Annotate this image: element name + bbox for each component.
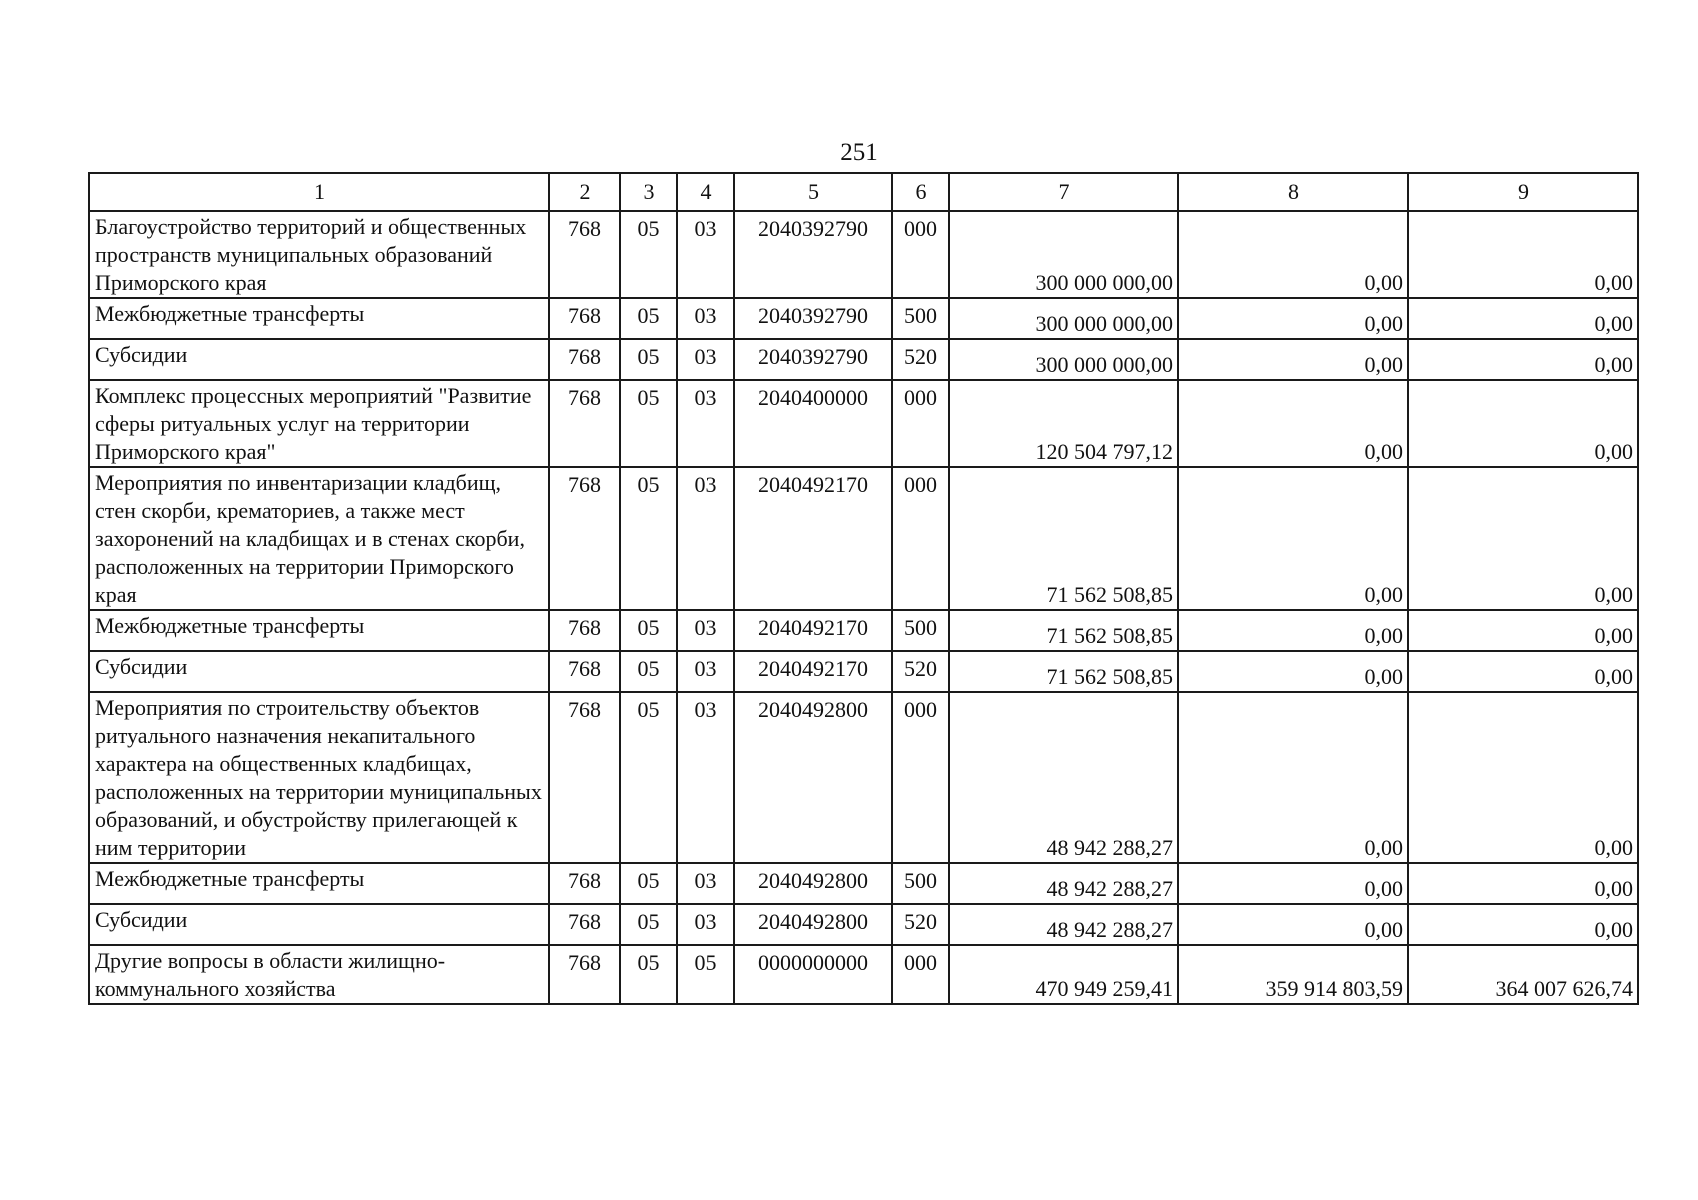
amount-col9: 0,00 [1408,651,1638,692]
amount-col8: 0,00 [1178,380,1408,467]
row-name: Мероприятия по строительству объектов ритуального назначения некапитального характера на общественных кладбищах, расположенных на территории муниципальных образований, и обустройству прилегающей к ним территории [89,692,549,863]
table-row [89,610,1638,651]
target-article-code: 2040392790 [734,339,892,380]
amount-col9: 0,00 [1408,904,1638,945]
section-code: 05 [620,339,677,380]
amount-col8: 359 914 803,59 [1178,945,1408,1004]
amount-col8: 0,00 [1178,211,1408,298]
subsection-code: 03 [677,610,734,651]
table-row [89,380,1638,467]
ministry-code: 768 [549,380,620,467]
amount-col7: 48 942 288,27 [949,863,1178,904]
table-row [89,945,1638,1004]
amount-col9: 0,00 [1408,863,1638,904]
ministry-code: 768 [549,651,620,692]
table-row [89,467,1638,610]
amount-col7: 71 562 508,85 [949,467,1178,610]
table-row [89,339,1638,380]
table-row [89,863,1638,904]
header-cell: 9 [1408,173,1638,211]
budget-table [88,172,1639,1005]
subsection-code: 03 [677,380,734,467]
target-article-code: 2040492800 [734,692,892,863]
expense-type-code: 500 [892,610,949,651]
section-code: 05 [620,904,677,945]
header-cell: 5 [734,173,892,211]
subsection-code: 03 [677,904,734,945]
subsection-code: 03 [677,467,734,610]
expense-type-code: 520 [892,339,949,380]
expense-type-code: 520 [892,904,949,945]
subsection-code: 03 [677,298,734,339]
section-code: 05 [620,467,677,610]
subsection-code: 03 [677,863,734,904]
target-article-code: 2040392790 [734,298,892,339]
amount-col8: 0,00 [1178,904,1408,945]
table-row [89,904,1638,945]
amount-col7: 48 942 288,27 [949,692,1178,863]
amount-col7: 300 000 000,00 [949,298,1178,339]
target-article-code: 2040492170 [734,467,892,610]
ministry-code: 768 [549,863,620,904]
subsection-code: 03 [677,692,734,863]
row-name: Благоустройство территорий и общественных пространств муниципальных образований Приморского края [89,211,549,298]
row-name: Субсидии [89,339,549,380]
page-number: 251 [840,139,878,166]
header-cell: 3 [620,173,677,211]
amount-col9: 0,00 [1408,211,1638,298]
subsection-code: 03 [677,339,734,380]
section-code: 05 [620,380,677,467]
section-code: 05 [620,692,677,863]
table-row [89,211,1638,298]
amount-col7: 71 562 508,85 [949,610,1178,651]
ministry-code: 768 [549,339,620,380]
header-cell: 8 [1178,173,1408,211]
ministry-code: 768 [549,467,620,610]
row-name: Межбюджетные трансферты [89,610,549,651]
table-header-row [89,173,1638,211]
amount-col7: 48 942 288,27 [949,904,1178,945]
table-row [89,692,1638,863]
row-name: Межбюджетные трансферты [89,298,549,339]
expense-type-code: 000 [892,692,949,863]
header-cell: 6 [892,173,949,211]
target-article-code: 2040492170 [734,651,892,692]
amount-col9: 364 007 626,74 [1408,945,1638,1004]
subsection-code: 03 [677,651,734,692]
expense-type-code: 000 [892,467,949,610]
row-name: Мероприятия по инвентаризации кладбищ, стен скорби, крематориев, а также мест захоронений на кладбищах и в стенах скорби, расположенных на территории Приморского края [89,467,549,610]
ministry-code: 768 [549,610,620,651]
section-code: 05 [620,651,677,692]
target-article-code: 2040392790 [734,211,892,298]
table-row [89,298,1638,339]
amount-col9: 0,00 [1408,467,1638,610]
ministry-code: 768 [549,904,620,945]
ministry-code: 768 [549,945,620,1004]
header-cell: 7 [949,173,1178,211]
row-name: Межбюджетные трансферты [89,863,549,904]
expense-type-code: 000 [892,211,949,298]
target-article-code: 2040400000 [734,380,892,467]
amount-col8: 0,00 [1178,339,1408,380]
section-code: 05 [620,211,677,298]
amount-col7: 470 949 259,41 [949,945,1178,1004]
header-cell: 2 [549,173,620,211]
expense-type-code: 000 [892,380,949,467]
section-code: 05 [620,863,677,904]
row-name: Субсидии [89,904,549,945]
amount-col7: 300 000 000,00 [949,339,1178,380]
target-article-code: 2040492170 [734,610,892,651]
subsection-code: 05 [677,945,734,1004]
amount-col8: 0,00 [1178,610,1408,651]
target-article-code: 0000000000 [734,945,892,1004]
target-article-code: 2040492800 [734,904,892,945]
amount-col7: 300 000 000,00 [949,211,1178,298]
amount-col7: 120 504 797,12 [949,380,1178,467]
section-code: 05 [620,298,677,339]
header-cell: 1 [89,173,549,211]
subsection-code: 03 [677,211,734,298]
amount-col9: 0,00 [1408,610,1638,651]
amount-col8: 0,00 [1178,298,1408,339]
ministry-code: 768 [549,211,620,298]
amount-col8: 0,00 [1178,863,1408,904]
amount-col9: 0,00 [1408,339,1638,380]
expense-type-code: 520 [892,651,949,692]
ministry-code: 768 [549,298,620,339]
expense-type-code: 000 [892,945,949,1004]
row-name: Другие вопросы в области жилищно-коммунального хозяйства [89,945,549,1004]
section-code: 05 [620,610,677,651]
target-article-code: 2040492800 [734,863,892,904]
amount-col8: 0,00 [1178,651,1408,692]
row-name: Комплекс процессных мероприятий "Развитие сферы ритуальных услуг на территории Приморского края" [89,380,549,467]
header-cell: 4 [677,173,734,211]
expense-type-code: 500 [892,863,949,904]
amount-col9: 0,00 [1408,692,1638,863]
expense-type-code: 500 [892,298,949,339]
amount-col7: 71 562 508,85 [949,651,1178,692]
amount-col9: 0,00 [1408,380,1638,467]
amount-col9: 0,00 [1408,298,1638,339]
amount-col8: 0,00 [1178,467,1408,610]
section-code: 05 [620,945,677,1004]
row-name: Субсидии [89,651,549,692]
amount-col8: 0,00 [1178,692,1408,863]
table-row [89,651,1638,692]
ministry-code: 768 [549,692,620,863]
